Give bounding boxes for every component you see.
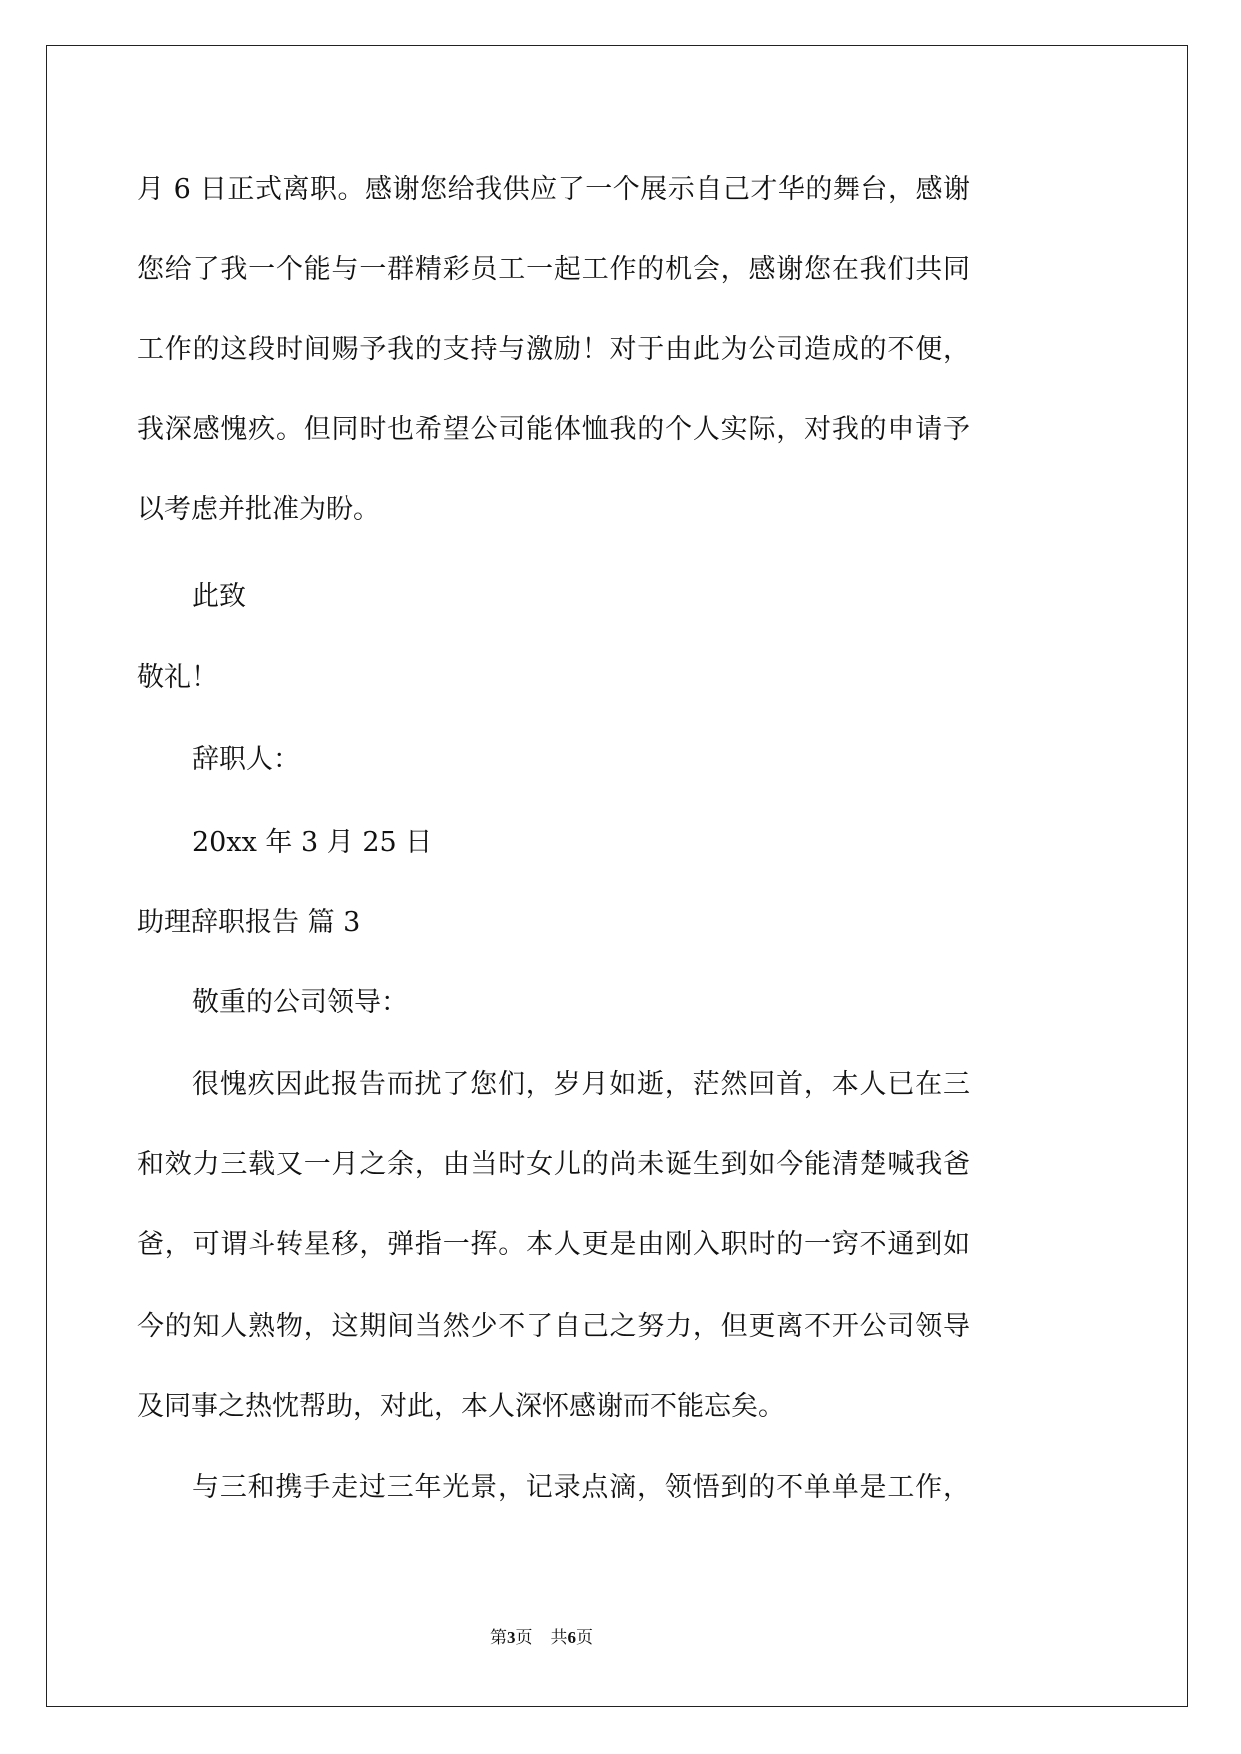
section-heading: 助理辞职报告 篇 3	[137, 907, 361, 938]
text-line: 爸，可谓斗转星移，弹指一挥。本人更是由刚入职时的一窍不通到如	[137, 1229, 970, 1260]
total-pages: 6	[567, 1628, 576, 1647]
total-suffix: 页	[576, 1628, 593, 1648]
letter-greeting: 敬重的公司领导：	[192, 987, 408, 1018]
text-line: 工作的这段时间赐予我的支持与激励！对于由此为公司造成的不便，	[137, 334, 970, 365]
page-prefix: 第	[490, 1628, 507, 1648]
page-footer	[490, 1626, 620, 1650]
text-line: 及同事之热忱帮助，对此，本人深怀感谢而不能忘矣。	[137, 1391, 785, 1422]
page-number: 3	[507, 1628, 516, 1647]
page-border	[46, 45, 1188, 1707]
text-line: 与三和携手走过三年光景，记录点滴，领悟到的不单单是工作，	[192, 1472, 970, 1503]
text-line: 很愧疚因此报告而扰了您们，岁月如逝，茫然回首，本人已在三	[192, 1069, 970, 1100]
text-line: 我深感愧疚。但同时也希望公司能体恤我的个人实际，对我的申请予	[137, 414, 970, 445]
text-line: 月 6 日正式离职。感谢您给我供应了一个展示自己才华的舞台，感谢	[137, 174, 970, 205]
text-line: 您给了我一个能与一群精彩员工一起工作的机会，感谢您在我们共同	[137, 254, 970, 285]
signature-label: 辞职人：	[192, 744, 300, 775]
text-line: 和效力三载又一月之余，由当时女儿的尚未诞生到如今能清楚喊我爸	[137, 1149, 970, 1180]
page-suffix: 页	[515, 1628, 533, 1648]
closing-regards: 敬礼！	[137, 662, 218, 693]
text-line: 今的知人熟物，这期间当然少不了自己之努力，但更离不开公司领导	[137, 1311, 970, 1342]
total-prefix: 共	[550, 1628, 568, 1648]
letter-date: 20xx 年 3 月 25 日	[192, 827, 433, 858]
closing-salutation: 此致	[192, 581, 246, 612]
text-line: 以考虑并批准为盼。	[137, 494, 380, 525]
